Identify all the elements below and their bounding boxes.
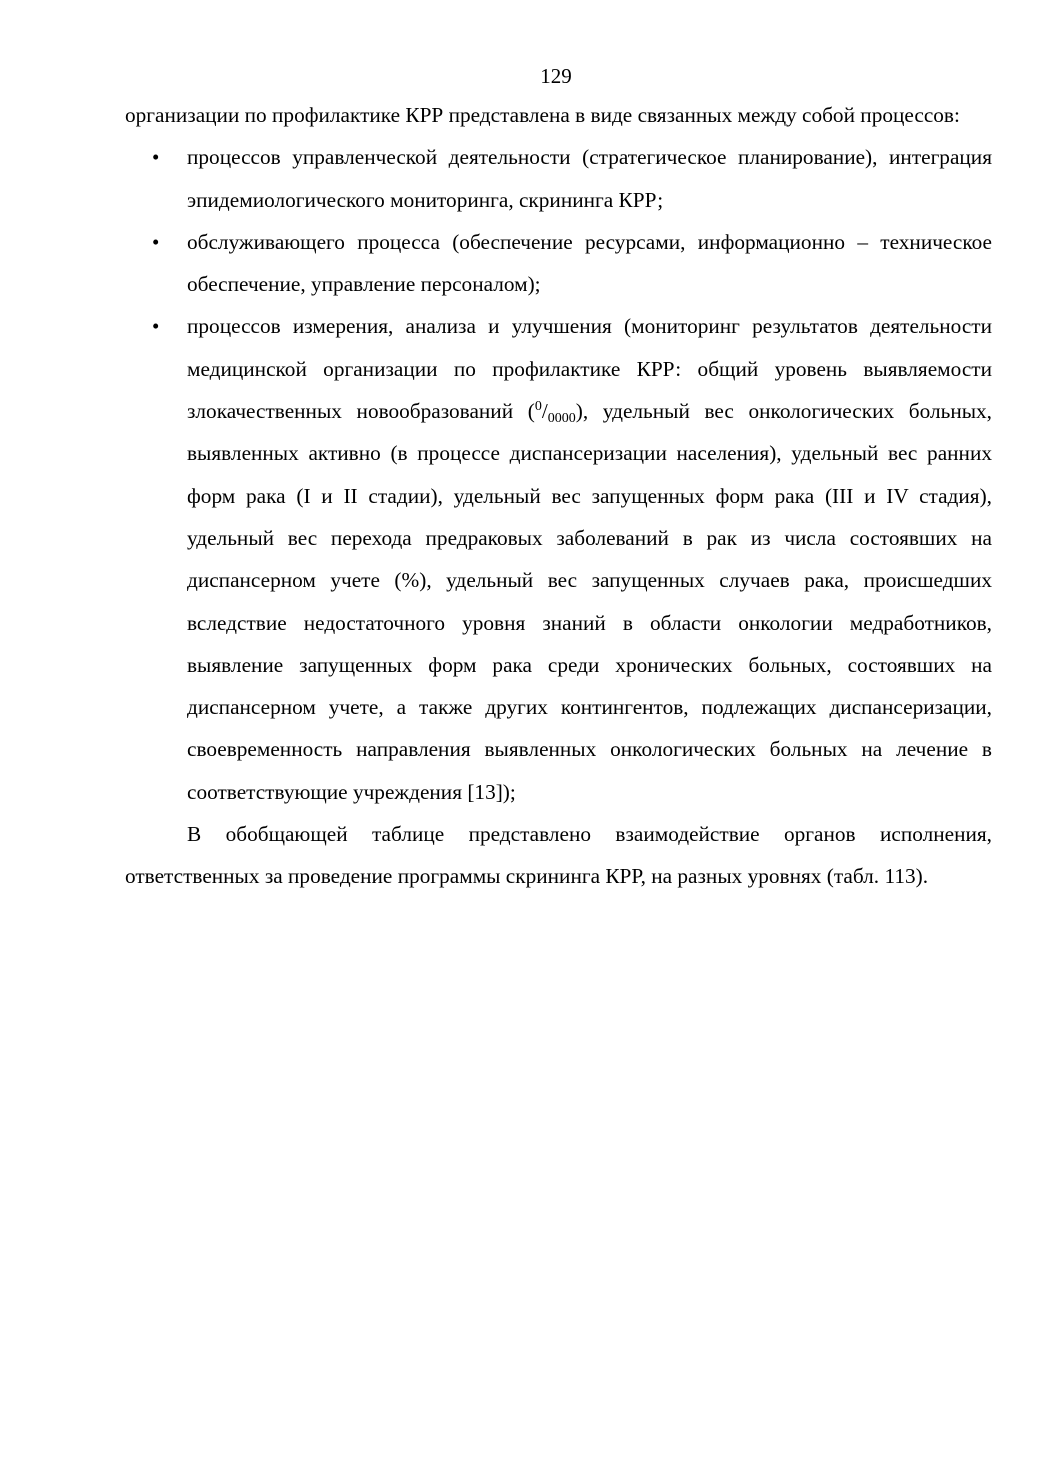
bullet-icon: • [152,314,160,339]
list-item-text-after: ), удельный вес онкологических больных, выявленных активно (в процессе диспансеризации населения), удельный вес ранних форм рака (I и II стадии), удельный вес запущенных форм рака (III и IV стадия), удельный вес перехода предраковых заболеваний в рак из числа состоявших на диспансерном учете (%), удельный вес запущенных случаев рака, происшедших вследствие недостаточного уровня знаний в области онкологии медработников, выявление запущенных форм рака среди хронических больных, состоявших на диспансерном учете, а также других контингентов, подлежащих диспансеризации, своевременность направления выявленных онкологических больных на лечение в соответствующие учреждения [13]); [187,399,992,804]
bullet-icon: • [152,145,160,170]
fraction-numerator: 0 [534,399,542,415]
fraction-slash: / [541,399,548,424]
list-item [125,305,992,813]
list-item [125,221,992,306]
body-text [125,94,992,898]
intro-paragraph: организации по профилактике КРР представлена в виде связанных между собой процессов: [125,103,960,127]
bullet-icon: • [152,229,160,254]
fraction-denominator: 0000 [547,411,576,427]
list-item [125,136,992,221]
closing-paragraph: В обобщающей таблице представлено взаимодействие органов исполнения, ответственных за проведение программы скрининга КРР, на разных уровнях (табл. 113). [125,822,992,889]
list-item-text: обслуживающего процесса (обеспечение ресурсами, информационно – техническое обеспечение, управление персоналом); [187,229,992,297]
list-item-text-before: процессов измерения, анализа и улучшения (мониторинг результатов деятельности медицинской организации по профилактике КРР: общий уровень выявляемости злокачественных новообразований ( [187,314,992,424]
list-item-text: процессов управленческой деятельности (стратегическое планирование), интеграция эпидемиологического мониторинга, скрининга КРР; [187,145,992,212]
page-number: 129 [540,64,572,88]
process-list [125,136,992,813]
